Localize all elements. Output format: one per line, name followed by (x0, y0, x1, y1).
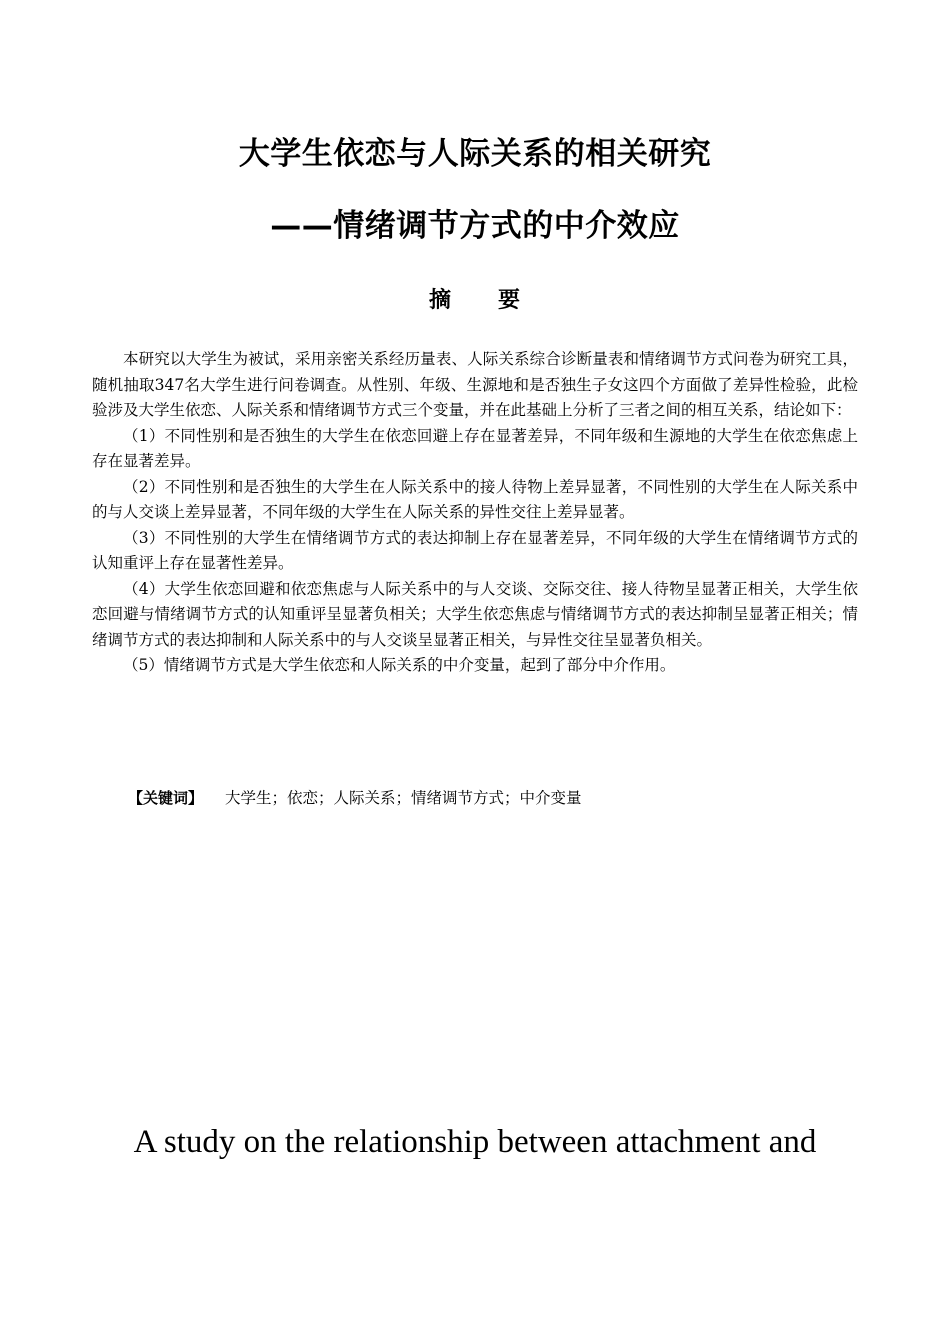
abstract-heading-char-2: 要 (498, 288, 522, 313)
abstract-conclusion-4: （4）大学生依恋回避和依恋焦虑与人际关系中的与人交谈、交际交往、接人待物呈显著正相关，大学生依恋回避与情绪调节方式的认知重评呈显著负相关；大学生依恋焦虑与情绪调节方式的表达抑制呈显著正相关；情绪调节方式的表达抑制和人际关系中的与人交谈呈显著正相关，与异性交往呈显著负相关。 (92, 579, 858, 649)
abstract-conclusion-2: （2）不同性别和是否独生的大学生在人际关系中的接人待物上差异显著，不同性别的大学生在人际关系中的与人交谈上差异显著，不同年级的大学生在人际关系的异性交往上差异显著。 (92, 477, 858, 521)
keywords-line (128, 785, 858, 811)
keywords-label: 【关键词】 (128, 789, 204, 807)
english-title: A study on the relationship between attachment and (133, 1124, 817, 1160)
abstract-paragraph-intro: 本研究以大学生为被试，采用亲密关系经历量表、人际关系综合诊断量表和情绪调节方式问卷为研究工具，随机抽取347名大学生进行问卷调查。从性别、年级、生源地和是否独生子女这四个方面做了差异性检验，此检验涉及大学生依恋、人际关系和情绪调节方式三个变量，并在此基础上分析了三者之间的相互关系，结论如下： (92, 350, 858, 419)
abstract-heading-char-1: 摘 (428, 288, 452, 313)
abstract-conclusion-1: （1）不同性别和是否独生的大学生在依恋回避上存在显著差异，不同年级和生源地的大学生在依恋焦虑上存在显著差异。 (92, 426, 858, 470)
abstract-conclusion-5: （5）情绪调节方式是大学生依恋和人际关系的中介变量，起到了部分中介作用。 (123, 656, 676, 674)
paper-subtitle: ——情绪调节方式的中介效应 (270, 208, 680, 244)
paper-title: 大学生依恋与人际关系的相关研究 (238, 136, 712, 172)
abstract-body (92, 347, 858, 679)
keywords-text: 大学生；依恋；人际关系；情绪调节方式；中介变量 (225, 789, 582, 807)
abstract-heading (0, 284, 950, 318)
abstract-conclusion-3: （3）不同性别的大学生在情绪调节方式的表达抑制上存在显著差异，不同年级的大学生在情绪调节方式的认知重评上存在显著性差异。 (92, 528, 858, 572)
